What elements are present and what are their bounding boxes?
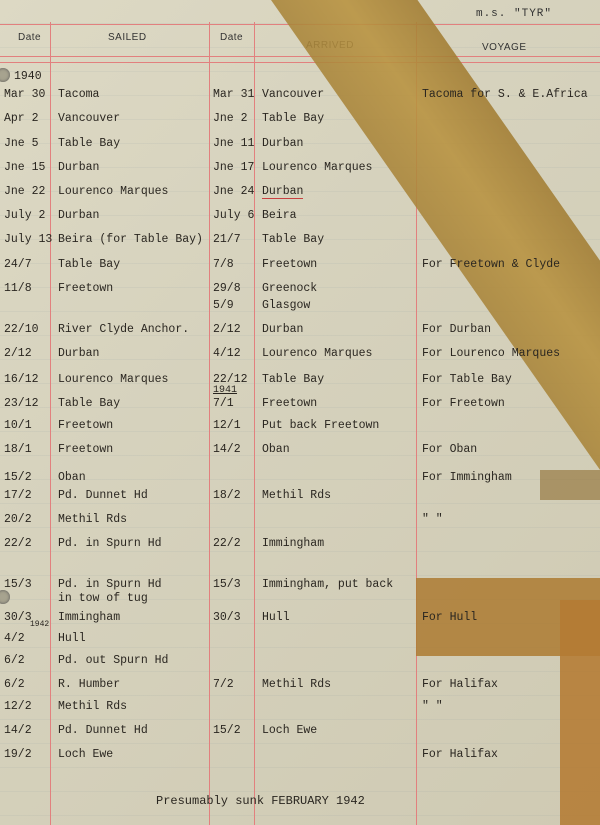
header-sailed-date: Date xyxy=(18,32,42,43)
sailed-port: Vancouver xyxy=(58,112,121,125)
voyage-note: For Hull xyxy=(422,611,478,624)
header-bottom-rule xyxy=(0,56,600,57)
voyage-note: Tacoma for S. & E.Africa xyxy=(422,88,588,101)
arrived-port: Table Bay xyxy=(262,373,325,386)
arrived-port: Put back Freetown xyxy=(262,419,380,432)
log-row xyxy=(0,112,600,130)
sailed-port: Hull xyxy=(58,632,86,645)
arrived-port: Lourenco Marques xyxy=(262,347,373,360)
sailed-date: 16/12 xyxy=(4,373,39,386)
sailed-date: 15/2 xyxy=(4,471,32,484)
sailed-date: 6/2 xyxy=(4,678,25,691)
log-row xyxy=(0,489,600,507)
sailed-port: Table Bay xyxy=(58,397,121,410)
sailed-port: Loch Ewe xyxy=(58,748,114,761)
arrived-port: Oban xyxy=(262,443,290,456)
log-row xyxy=(0,137,600,155)
arrived-date: Jne 11 xyxy=(213,137,255,150)
log-row xyxy=(0,233,600,251)
sailed-date: 14/2 xyxy=(4,724,32,737)
sailed-port: Pd. out Spurn Hd xyxy=(58,654,169,667)
header-sailed: SAILED xyxy=(108,32,147,43)
arrived-date: 29/8 xyxy=(213,282,241,295)
arrived-date: 15/3 xyxy=(213,578,241,591)
sailed-port: Freetown xyxy=(58,282,114,295)
sailed-port: Methil Rds xyxy=(58,513,128,526)
header-double-rule xyxy=(0,62,600,63)
arrived-date: 21/7 xyxy=(213,233,241,246)
log-row xyxy=(0,443,600,461)
log-row xyxy=(0,299,600,317)
sailed-date: Jne 15 xyxy=(4,161,46,174)
year-row xyxy=(0,620,600,638)
sailed-date: 22/2 xyxy=(4,537,32,550)
sailed-port: in tow of tug xyxy=(58,592,148,605)
sailed-date: 17/2 xyxy=(4,489,32,502)
sailed-port: Durban xyxy=(58,161,100,174)
voyage-note: For Halifax xyxy=(422,678,498,691)
sailed-date: 6/2 xyxy=(4,654,25,667)
log-row xyxy=(0,471,600,489)
year-row xyxy=(0,385,600,403)
arrived-date: July 6 xyxy=(213,209,255,222)
arrived-date: Mar 31 xyxy=(213,88,255,101)
arrived-port: Freetown xyxy=(262,258,318,271)
arrived-date: 12/1 xyxy=(213,419,241,432)
arrived-port: Glasgow xyxy=(262,299,311,312)
sailed-port: Lourenco Marques xyxy=(58,185,169,198)
arrived-date: 5/9 xyxy=(213,299,234,312)
arrived-port: Immingham xyxy=(262,537,325,550)
arrived-date: 7/2 xyxy=(213,678,234,691)
arrived-date: 22/2 xyxy=(213,537,241,550)
log-row xyxy=(0,724,600,742)
sailed-date: Apr 2 xyxy=(4,112,39,125)
arrived-date: 4/12 xyxy=(213,347,241,360)
arrived-port: Durban xyxy=(262,185,304,198)
voyage-note: For Durban xyxy=(422,323,492,336)
year-1942: 1942 xyxy=(30,620,50,629)
arrived-date: 30/3 xyxy=(213,611,241,624)
sailed-date: 12/2 xyxy=(4,700,32,713)
sailed-date: 23/12 xyxy=(4,397,39,410)
sailed-port: Pd. in Spurn Hd xyxy=(58,578,162,591)
sailed-date: 18/1 xyxy=(4,443,32,456)
log-row xyxy=(0,537,600,555)
sailed-port: R. Humber xyxy=(58,678,121,691)
year-row xyxy=(0,70,600,88)
sailed-port: Pd. Dunnet Hd xyxy=(58,724,148,737)
footer-note: Presumably sunk FEBRUARY 1942 xyxy=(156,794,365,808)
sailed-date: 2/12 xyxy=(4,347,32,360)
log-row xyxy=(0,282,600,300)
sailed-port: Beira (for Table Bay) xyxy=(58,233,203,246)
sailed-date: Mar 30 xyxy=(4,88,46,101)
arrived-date: 18/2 xyxy=(213,489,241,502)
arrived-date: Jne 2 xyxy=(213,112,248,125)
sailed-port: Table Bay xyxy=(58,258,121,271)
log-row xyxy=(0,654,600,672)
log-row xyxy=(0,258,600,276)
arrived-port: Beira xyxy=(262,209,297,222)
arrived-date: 7/8 xyxy=(213,258,234,271)
sailed-date: 10/1 xyxy=(4,419,32,432)
arrived-port: Greenock xyxy=(262,282,318,295)
header-arrived-date: Date xyxy=(220,32,244,43)
ship-name: m.s. "TYR" xyxy=(475,8,552,20)
arrived-date: 2/12 xyxy=(213,323,241,336)
sailed-date: 30/3 xyxy=(4,611,32,624)
voyage-note: For Oban xyxy=(422,443,478,456)
arrived-port: Lourenco Marques xyxy=(262,161,373,174)
arrived-port: Immingham, put back xyxy=(262,578,394,591)
sailed-date: Jne 22 xyxy=(4,185,46,198)
arrived-port: Table Bay xyxy=(262,233,325,246)
sailed-port: Freetown xyxy=(58,443,114,456)
log-row xyxy=(0,347,600,365)
log-row xyxy=(0,88,600,106)
arrived-port: Table Bay xyxy=(262,112,325,125)
voyage-note: For Lourenco Marques xyxy=(422,347,561,360)
sailed-port: Pd. in Spurn Hd xyxy=(58,537,162,550)
log-row xyxy=(0,592,600,610)
voyage-note: " " xyxy=(422,700,443,713)
sailed-port: Lourenco Marques xyxy=(58,373,169,386)
arrived-date: 14/2 xyxy=(213,443,241,456)
log-row xyxy=(0,700,600,718)
arrived-date: 22/12 xyxy=(213,373,248,386)
voyage-note: For Freetown & Clyde xyxy=(422,258,561,271)
arrived-date: 15/2 xyxy=(213,724,241,737)
voyage-note: " " xyxy=(422,513,443,526)
sailed-port: Durban xyxy=(58,209,100,222)
arrived-port: Methil Rds xyxy=(262,489,332,502)
log-row xyxy=(0,185,600,203)
sailed-date: July 2 xyxy=(4,209,46,222)
sailed-port: River Clyde Anchor. xyxy=(58,323,190,336)
sailed-date: 20/2 xyxy=(4,513,32,526)
sailed-port: Methil Rds xyxy=(58,700,128,713)
log-row xyxy=(0,161,600,179)
sailed-date: 15/3 xyxy=(4,578,32,591)
sailed-port: Durban xyxy=(58,347,100,360)
sailed-port: Oban xyxy=(58,471,86,484)
arrived-date: 7/1 xyxy=(213,397,234,410)
arrived-port: Freetown xyxy=(262,397,318,410)
sailed-port: Pd. Dunnet Hd xyxy=(58,489,148,502)
voyage-note: For Immingham xyxy=(422,471,512,484)
log-row xyxy=(0,419,600,437)
arrived-port: Durban xyxy=(262,323,304,336)
voyage-note: For Freetown xyxy=(422,397,505,410)
log-row xyxy=(0,209,600,227)
sailed-date: 24/7 xyxy=(4,258,32,271)
sailed-date: 11/8 xyxy=(4,282,32,295)
sailed-date: 22/10 xyxy=(4,323,39,336)
sailed-date: 19/2 xyxy=(4,748,32,761)
year-1941: 1941 xyxy=(213,385,238,396)
log-row xyxy=(0,748,600,766)
arrived-date: Jne 24 xyxy=(213,185,255,198)
log-row xyxy=(0,323,600,341)
arrived-port: Methil Rds xyxy=(262,678,332,691)
sailed-port: Tacoma xyxy=(58,88,100,101)
arrived-date: Jne 17 xyxy=(213,161,255,174)
log-row xyxy=(0,678,600,696)
sailed-date: July 13 xyxy=(4,233,53,246)
voyage-note: For Halifax xyxy=(422,748,498,761)
year-1940: 1940 xyxy=(14,70,42,83)
arrived-port: Hull xyxy=(262,611,290,624)
log-row xyxy=(0,513,600,531)
arrived-port: Vancouver xyxy=(262,88,325,101)
sailed-port: Table Bay xyxy=(58,137,121,150)
sailed-port: Freetown xyxy=(58,419,114,432)
header-voyage: VOYAGE xyxy=(482,42,527,53)
voyage-note: For Table Bay xyxy=(422,373,512,386)
sailed-date: 4/2 xyxy=(4,632,25,645)
sailed-date: Jne 5 xyxy=(4,137,39,150)
sailed-port: Immingham xyxy=(58,611,121,624)
arrived-port: Durban xyxy=(262,137,304,150)
arrived-port: Loch Ewe xyxy=(262,724,318,737)
